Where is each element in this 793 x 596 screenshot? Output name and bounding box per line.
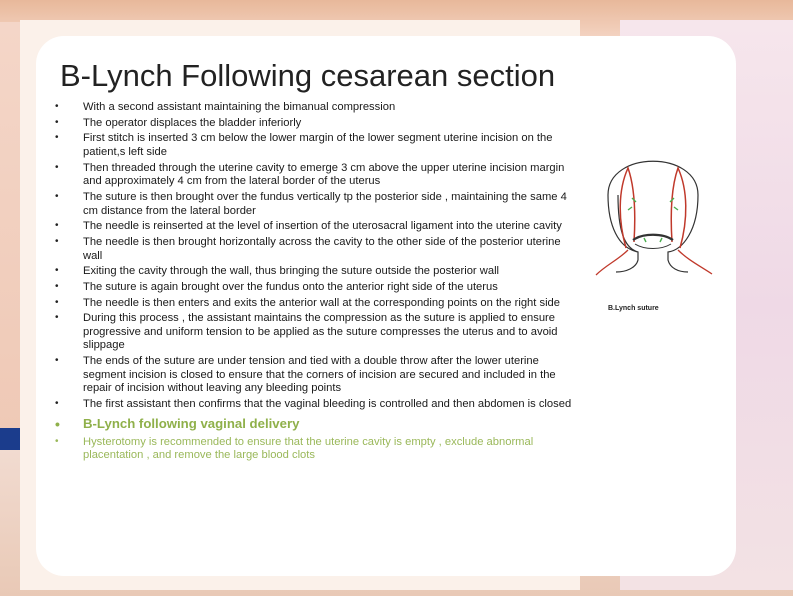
bullet-icon: • — [55, 280, 59, 292]
bullet-text: The operator displaces the bladder inferiorly — [83, 116, 302, 129]
list-item — [52, 236, 578, 263]
list-item — [52, 312, 578, 353]
list-item — [52, 101, 578, 115]
bullet-text: The first assistant then confirms that the vaginal bleeding is controlled and then abdomen is closed — [83, 398, 572, 410]
bullet-text: Then threaded through the uterine cavity to emerge 3 cm above the upper uterine incision margin and approximately 4 cm from the lateral border of the uterus — [83, 161, 565, 188]
bullet-list — [52, 101, 578, 465]
bullet-icon: • — [55, 190, 59, 202]
list-item — [52, 162, 578, 189]
list-item — [52, 265, 578, 279]
list-item — [52, 398, 578, 412]
suture-left — [620, 168, 635, 248]
list-item — [52, 117, 578, 131]
list-item — [52, 191, 578, 218]
incision — [633, 235, 673, 240]
bullet-icon: • — [55, 435, 59, 447]
section-text: Hysterotomy is recommended to ensure that the uterine cavity is empty , exclude abnormal placentation , and remove the large blood clots — [83, 435, 534, 462]
list-item — [52, 297, 578, 311]
section-heading: B-Lynch following vaginal delivery — [83, 415, 300, 431]
bullet-text: The needle is then brought horizontally across the cavity to the other side of the posterior uterine wall — [83, 235, 561, 262]
bullet-text: The needle is then enters and exits the anterior wall at the corresponding points on the right side — [83, 296, 561, 309]
list-item — [52, 355, 578, 396]
suture-tail-right — [678, 250, 712, 274]
bullet-text: With a second assistant maintaining the bimanual compression — [83, 101, 396, 113]
suture-right — [671, 168, 686, 248]
bullet-icon: • — [55, 101, 59, 112]
section-heading-item — [52, 416, 578, 432]
list-item — [52, 436, 578, 463]
bullet-text: First stitch is inserted 3 cm below the lower margin of the lower segment uterine incision on the patient,s left side — [83, 132, 553, 158]
uterus-suture-illustration — [588, 140, 718, 330]
bullet-text: The suture is again brought over the fundus onto the anterior right side of the uterus — [83, 280, 498, 293]
bullet-icon: • — [55, 265, 59, 277]
bullet-icon: • — [55, 220, 59, 232]
bullet-text: The ends of the suture are under tension and tied with a double throw after the lower uterine segment incision is closed to ensure that the corners of incision are secured and included in the repair of incision without leaving any bleeding points — [83, 355, 556, 395]
list-item — [52, 220, 578, 234]
bullet-text: During this process , the assistant maintains the compression as the suture is applied to ensure progressive and uniform tension to be applied as the suture compresses the uterus and to avoid slippage — [83, 312, 558, 352]
bullet-icon: • — [55, 116, 59, 128]
bullet-icon: • — [55, 161, 59, 173]
figure-caption: B.Lynch suture — [608, 305, 659, 312]
bullet-icon: • — [55, 355, 59, 367]
bullet-icon: • — [55, 296, 59, 308]
bullet-icon: • — [55, 132, 59, 144]
bullet-icon: • — [55, 312, 59, 324]
bullet-text: The suture is then brought over the fundus vertically tp the posterior side , maintaining the same 4 cm distance from the lateral border — [83, 190, 567, 217]
background-strip — [0, 22, 22, 432]
list-item — [52, 281, 578, 295]
bullet-icon: • — [55, 235, 59, 247]
bullet-icon: • — [55, 415, 60, 432]
bullet-text: The needle is reinserted at the level of insertion of the uterosacral ligament into the uterine cavity — [83, 220, 562, 233]
incision-lower — [635, 244, 671, 249]
slide-title: B-Lynch Following cesarean section — [60, 58, 556, 93]
list-item — [52, 132, 578, 159]
bullet-icon: • — [55, 398, 59, 409]
bullet-text: Exiting the cavity through the wall, thus bringing the suture outside the posterior wall — [83, 265, 500, 278]
